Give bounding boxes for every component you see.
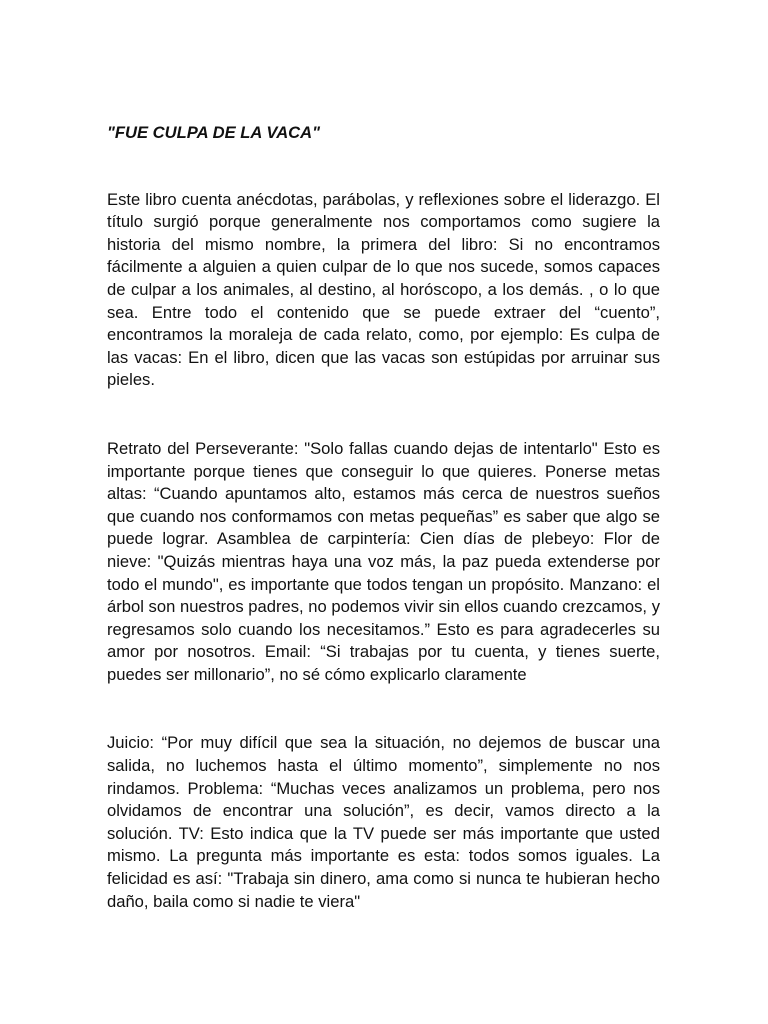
paragraph-perseverante: Retrato del Perseverante: "Solo fallas cuando dejas de intentarlo" Esto es importante porque tienes que conseguir lo que quieres. Ponerse metas altas: “Cuando apuntamos alto, estamos más cerca de nuestros sueños que cuando nos conformamos con metas pequeñas” es saber que algo se puede lograr. Asamblea de carpintería: Cien días de plebeyo: Flor de nieve: "Quizás mientras haya una voz más, la paz pueda extenderse por todo el mundo", es importante que todos tengan un propósito. Manzano: el árbol son nuestros padres, no podemos vivir sin ellos cuando crezcamos, y regresamos solo cuando los necesitamos.” Esto es para agradecerles su amor por nosotros. Email: “Si trabajas por tu cuenta, y tienes suerte, puedes ser millonario”, no sé cómo explicarlo claramente bbox=[107, 438, 660, 684]
document-body bbox=[107, 122, 660, 913]
paragraph-intro: Este libro cuenta anécdotas, parábolas, y reflexiones sobre el liderazgo. El título surgió porque generalmente nos comportamos como sugiere la historia del mismo nombre, la primera del libro: Si no encontramos fácilmente a alguien a quien culpar de lo que nos sucede, somos capaces de culpar a los animales, al destino, al horóscopo, a los demás. , o lo que sea. Entre todo el contenido que se puede extraer del “cuento”, encontramos la moraleja de cada relato, como, por ejemplo: Es culpa de las vacas: En el libro, dicen que las vacas son estúpidas por arruinar sus pieles. bbox=[107, 189, 660, 390]
document-title: "FUE CULPA DE LA VACA" bbox=[107, 123, 321, 142]
paragraph-juicio: Juicio: “Por muy difícil que sea la situación, no dejemos de buscar una salida, no luchemos hasta el último momento”, simplemente no nos rindamos. Problema: “Muchas veces analizamos un problema, pero nos olvidamos de encontrar una solución”, es decir, vamos directo a la solución. TV: Esto indica que la TV puede ser más importante que usted mismo. La pregunta más importante es esta: todos somos iguales. La felicidad es así: "Trabaja sin dinero, ama como si nunca te hubieran hecho daño, baila como si nadie te viera" bbox=[107, 733, 660, 911]
